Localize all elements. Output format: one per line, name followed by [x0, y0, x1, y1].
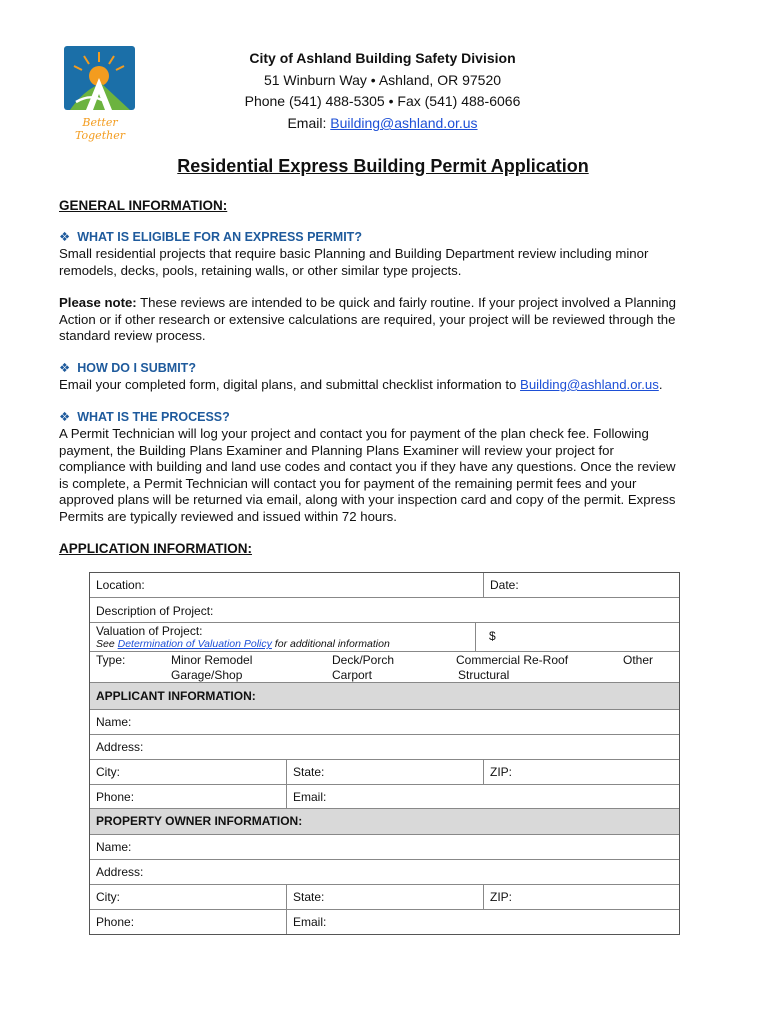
type-option-minor-remodel[interactable]: Minor Remodel — [171, 653, 253, 667]
type-option-garage-shop[interactable]: Garage/Shop — [171, 668, 243, 682]
owner-name-field[interactable] — [90, 835, 679, 859]
owner-state-label: State: — [293, 890, 325, 904]
city-logo — [62, 44, 137, 142]
applicant-zip-field[interactable] — [483, 760, 679, 784]
form-row-location — [90, 573, 679, 597]
org-email-line — [200, 112, 565, 134]
answer-process-line: Permits are typically reviewed and issued within 72 hours. — [59, 508, 397, 524]
owner-name-row — [90, 834, 679, 859]
valuation-field[interactable] — [90, 623, 475, 651]
owner-zip-label: ZIP: — [490, 890, 513, 904]
diamond-bullet-icon: ❖ — [59, 361, 71, 375]
answer-process-line: payment, the Building Plans Examiner and Planning Plans Examiner will review your project for — [59, 442, 614, 458]
answer-eligible-line: remodels, decks, pools, retaining walls, or other similar type projects. — [59, 262, 462, 278]
form-row-description — [90, 597, 679, 622]
form-row-type — [90, 651, 679, 682]
note-line: standard review process. — [59, 328, 206, 343]
owner-address-row — [90, 859, 679, 884]
owner-state-field[interactable] — [286, 885, 484, 909]
date-label: Date: — [490, 578, 519, 592]
answer-process-line: is complete, a Permit Technician will contact you for payment of the remaining permit fees and your — [59, 475, 637, 491]
owner-zip-field[interactable] — [483, 885, 679, 909]
valuation-note — [96, 638, 390, 650]
question-submit-text: HOW DO I SUBMIT? — [77, 361, 196, 375]
type-option-other[interactable]: Other — [623, 653, 654, 667]
question-eligible-text: WHAT IS ELIGIBLE FOR AN EXPRESS PERMIT? — [77, 230, 362, 244]
application-info-heading: APPLICATION INFORMATION: — [59, 541, 252, 556]
note-line: Action or if other research or extensive calculations are required, your project will be reviewed through the — [59, 311, 676, 327]
answer-process-line: A Permit Technician will log your project and contact you for payment of the plan check fee. Following — [59, 426, 649, 441]
org-phone-fax: Phone (541) 488-5305 • Fax (541) 488-6066 — [244, 93, 521, 109]
description-label: Description of Project: — [96, 604, 214, 618]
owner-section-header — [90, 808, 679, 834]
logo-tagline: Better Together — [75, 116, 125, 142]
answer-submit — [59, 377, 709, 394]
email-link[interactable]: Building@ashland.or.us — [330, 115, 478, 131]
applicant-state-label: State: — [293, 765, 325, 779]
note-label: Please note: — [59, 295, 137, 310]
valuation-note-post: for additional information — [271, 638, 390, 650]
general-info-heading: GENERAL INFORMATION: — [59, 198, 228, 213]
answer-process-line: compliance with building and land use codes and contact you if they have any questions. Once the review — [59, 459, 676, 474]
answer-process-line: approved plans will be returned via email, along with your inspection card and copy of the permit. Express — [59, 492, 676, 507]
owner-phone-field[interactable] — [90, 910, 286, 934]
valuation-note-pre: See — [96, 638, 118, 650]
owner-heading: PROPERTY OWNER INFORMATION: — [96, 814, 303, 828]
applicant-heading: APPLICANT INFORMATION: — [96, 689, 256, 703]
applicant-name-field[interactable] — [90, 710, 679, 734]
answer-process — [59, 426, 709, 525]
type-label: Type: — [96, 653, 126, 667]
note-line: These reviews are intended to be quick and fairly routine. If your project involved a Planning — [136, 295, 676, 310]
question-process-text: WHAT IS THE PROCESS? — [77, 410, 230, 424]
type-option-structural[interactable]: Structural — [458, 668, 510, 682]
question-submit — [59, 360, 196, 375]
applicant-city-field[interactable] — [90, 760, 286, 784]
description-field[interactable] — [90, 598, 679, 622]
please-note — [59, 295, 709, 345]
owner-name-label: Name: — [96, 840, 132, 854]
answer-eligible-line: Small residential projects that require basic Planning and Building Department review including minor — [59, 246, 649, 261]
location-field[interactable] — [90, 573, 483, 597]
org-address: 51 Winburn Way • Ashland, OR 97520 — [263, 72, 502, 88]
date-field[interactable] — [483, 573, 679, 597]
answer-eligible — [59, 246, 709, 279]
owner-city-field[interactable] — [90, 885, 286, 909]
diamond-bullet-icon: ❖ — [59, 230, 71, 244]
applicant-address-row — [90, 734, 679, 759]
owner-city-label: City: — [96, 890, 120, 904]
diamond-bullet-icon: ❖ — [59, 410, 71, 424]
submit-email-link[interactable]: Building@ashland.or.us — [520, 377, 659, 392]
question-eligible — [59, 229, 362, 244]
location-label: Location: — [96, 578, 145, 592]
applicant-phone-row — [90, 784, 679, 808]
org-name: City of Ashland Building Safety Division — [249, 50, 516, 66]
applicant-email-field[interactable] — [286, 785, 679, 808]
owner-email-label: Email: — [293, 915, 327, 929]
valuation-label: Valuation of Project: — [96, 624, 203, 638]
valuation-policy-link[interactable]: Determination of Valuation Policy — [117, 638, 272, 650]
type-option-carport[interactable]: Carport — [332, 668, 373, 682]
owner-email-field[interactable] — [286, 910, 679, 934]
applicant-address-label: Address: — [96, 740, 144, 754]
dollar-label: $ — [489, 629, 496, 643]
applicant-section-header — [90, 682, 679, 709]
answer-submit-end: . — [658, 377, 663, 392]
applicant-email-label: Email: — [293, 790, 327, 804]
page-title: Residential Express Building Permit Application — [177, 156, 589, 176]
applicant-state-field[interactable] — [286, 760, 484, 784]
applicant-address-field[interactable] — [90, 735, 679, 759]
type-option-deck-porch[interactable]: Deck/Porch — [332, 653, 395, 667]
applicant-phone-label: Phone: — [96, 790, 135, 804]
applicant-phone-field[interactable] — [90, 785, 286, 808]
applicant-name-label: Name: — [96, 715, 132, 729]
type-option-commercial-reroof[interactable]: Commercial Re-Roof — [456, 653, 569, 667]
owner-phone-label: Phone: — [96, 915, 135, 929]
question-process — [59, 409, 230, 424]
owner-address-field[interactable] — [90, 860, 679, 884]
applicant-zip-label: ZIP: — [490, 765, 513, 779]
applicant-name-row — [90, 709, 679, 734]
email-label: Email: — [287, 115, 331, 131]
owner-address-label: Address: — [96, 865, 144, 879]
form-row-valuation — [90, 622, 679, 651]
answer-submit-text: Email your completed form, digital plans, and submittal checklist information to — [59, 377, 521, 392]
owner-phone-row — [90, 909, 679, 934]
valuation-amount-field[interactable] — [475, 623, 679, 651]
application-form — [89, 572, 680, 935]
applicant-city-label: City: — [96, 765, 120, 779]
applicant-city-row — [90, 759, 679, 784]
owner-city-row — [90, 884, 679, 909]
